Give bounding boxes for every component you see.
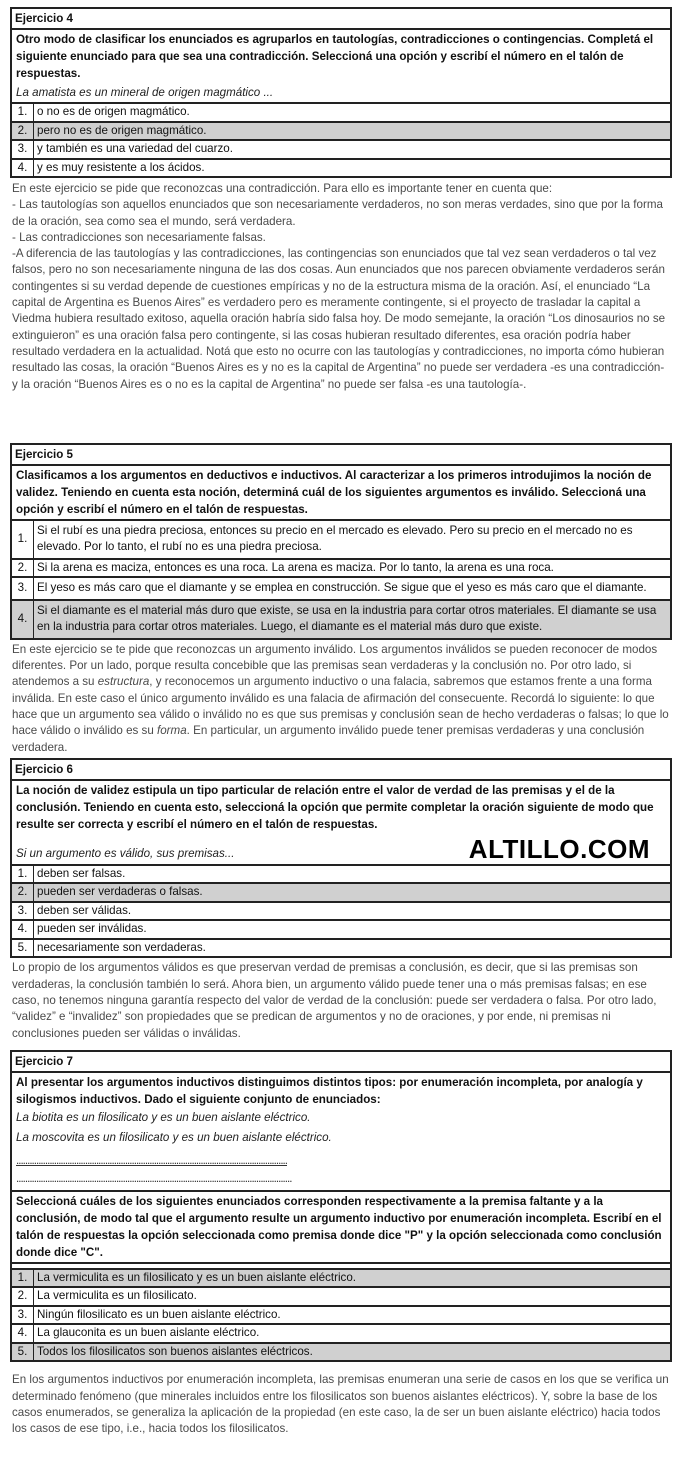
- option-1-selected[interactable]: [12, 1268, 670, 1289]
- option-number: 3.: [12, 903, 34, 920]
- explanation-emphasis: estructura: [97, 675, 150, 689]
- option-number: 1.: [12, 521, 34, 558]
- exercise-4-explanation: [12, 181, 672, 393]
- explanation-text: , y reconocemos un argumento inductivo o una falacia, sabremos que estamos frente a una forma inválida. En este caso el único argumento inválido es una falacia de afirmación del consecuente. Recordá lo siguiente: lo que hace que un argumento sea válido o inválido no es que sus premisas y conclusión sean de hecho verdaderas o falsas; lo que lo hace válido o inválido es su: [12, 675, 669, 738]
- option-number: 4.: [12, 921, 34, 938]
- option-1[interactable]: [12, 866, 670, 885]
- explanation-line: - Las contradicciones son necesariamente falsas.: [12, 230, 266, 244]
- exercise-stem: Si un argumento es válido, sus premisas...: [16, 846, 235, 860]
- missing-conclusion-blank: ............................................................................................................................: [16, 1171, 292, 1185]
- exercise-7: [10, 1050, 672, 1363]
- option-text: La vermiculita es un filosilicato y es un buen aislante eléctrico.: [37, 1270, 356, 1284]
- option-3[interactable]: [12, 1307, 670, 1326]
- option-number: 3.: [12, 578, 34, 599]
- option-number: 1.: [12, 866, 34, 883]
- exercise-title: Ejercicio 4: [12, 9, 670, 30]
- exercise-5-explanation: [12, 642, 672, 756]
- option-text: pero no es de origen magmático.: [37, 123, 207, 137]
- option-text: Si el rubí es una piedra preciosa, entonces su precio en el mercado es elevado. Pero su precio en el mercado no es elevado. Por lo tanto, el rubí no es una piedra preciosa.: [37, 523, 633, 554]
- option-number: 1.: [12, 104, 34, 121]
- option-text: Ningún filosilicato es un buen aislante eléctrico.: [37, 1307, 281, 1321]
- exercise-title: Ejercicio 6: [12, 760, 670, 781]
- option-text: Todos los filosilicatos son buenos aislantes eléctricos.: [37, 1344, 313, 1358]
- option-text: Si la arena es maciza, entonces es una roca. La arena es maciza. Por lo tanto, la arena es una roca.: [37, 560, 554, 574]
- exercise-prompt: Al presentar los argumentos inductivos distinguimos distintos tipos: por enumeración incompleta, por analogía y silogismos inductivos. Dado el siguiente conjunto de enunciados:: [16, 1075, 643, 1106]
- premise-2: La moscovita es un filosilicato y es un buen aislante eléctrico.: [16, 1130, 332, 1144]
- option-number: 3.: [12, 1307, 34, 1324]
- option-number: 4.: [12, 160, 34, 177]
- option-text: deben ser válidas.: [37, 903, 132, 917]
- option-4[interactable]: [12, 921, 670, 940]
- exercise-title: Ejercicio 5: [12, 445, 670, 466]
- exercise-stem: La amatista es un mineral de origen magmático ...: [12, 83, 670, 104]
- exercise-7-explanation: En los argumentos inductivos por enumeración incompleta, las premisas enumeran una serie de casos en los que se verifica un determinado fenómeno (que minerales incluidos entre los filosilicatos son buenos aislantes eléctricos). Y, sobre la base de los casos enumerados, se generaliza la aplicación de la propiedad (en este caso, la de ser un buen aislante eléctrico) hacia todos los casos de ese tipo, i.e., hacia todos los filosilicatos.: [12, 1373, 669, 1436]
- explanation-line: -A diferencia de las tautologías y las contradicciones, las contingencias son enunciados que tal vez sean verdaderos o tal vez falsos, pero no son necesariamente ninguna de las dos cosas. Aun enunciados que nos parecen obviamente verdaderos serán contingentes si su verdad depende de cuestiones empíricas y no de la estructura misma de la oración. Así, el enunciado “La capital de Argentina es Buenos Aires” es verdadero pero es meramente contingente, si el proyecto de trasladar la capital a Viedma hubiera resultado exitoso, aquella oración habría sido falsa hoy. De modo semejante, la oración “Los dinosaurios no se extinguieron” es una oración falsa pero contingente, si las cosas hubieran resultado diferentes, esa oración podría haber resultado verdadera en la actualidad. Notá que esto no ocurre con las tautologías y contradicciones, no importa cómo hubieran resultado las cosas, la oración “Buenos Aires es y no es la capital de Argentina” no puede ser verdadera -es una contradicción- y la oración “Buenos Aires es o no es la capital de Argentina” no puede ser falsa -es una tautología-.: [12, 247, 666, 391]
- explanation-text: En este ejercicio se te pide que reconozcas un argumento inválido. Los argumentos inválidos se pueden reconocer de modos diferentes. Por un lado, porque resulta concebible que las premisas sean verdaderas y la conclusión no. Por otro lado, si atendemos a su: [12, 642, 658, 689]
- option-number: 2.: [12, 884, 34, 901]
- option-5[interactable]: [12, 940, 670, 959]
- option-1[interactable]: [12, 521, 670, 560]
- missing-premise-blank: ..........................................................................................................................: [16, 1153, 287, 1167]
- option-text: deben ser falsas.: [37, 866, 126, 880]
- explanation-text: . En particular, un argumento inválido puede tener premisas verdaderas y una conclusión verdadera.: [12, 724, 645, 754]
- exercise-prompt-2: Seleccioná cuáles de los siguientes enunciados corresponden respectivamente a la premisa faltante y a la conclusión, de modo tal que el argumento resulte un argumento inductivo por enumeración incompleta. Escribí en el talón de respuestas la opción seleccionada como premisa donde dice "P" y la opción seleccionada como conclusión donde dice "C".: [12, 1190, 670, 1264]
- option-number: 2.: [12, 1288, 34, 1305]
- option-2-selected[interactable]: [12, 884, 670, 903]
- option-number: 2.: [12, 560, 34, 577]
- option-number: 4.: [12, 1325, 34, 1342]
- exercise-prompt: Otro modo de clasificar los enunciados es agruparlos en tautologías, contradicciones o contingencias. Completá el siguiente enunciado para que sea una contradicción. Seleccioná una opción y escribí el número en el talón de respuestas.: [16, 33, 654, 80]
- option-2-selected[interactable]: [12, 123, 670, 142]
- option-text: Si el diamante es el material más duro que existe, se usa en la industria para cortar otros materiales. El diamante se usa en la industria para cortar otros materiales. Luego, el diamante es el material más duro que existe.: [37, 603, 657, 634]
- exercise-6: [10, 758, 672, 959]
- exercise-prompt: La noción de validez estipula un tipo particular de relación entre el valor de verdad de las premisas y el de la conclusión. Teniendo en cuenta esto, seleccioná la opción que permite completar la oración siguiente de modo que resulte ser correcta y escribí el número en el talón de respuestas.: [16, 783, 654, 831]
- option-text: y es muy resistente a los ácidos.: [37, 160, 205, 174]
- option-4[interactable]: [12, 1325, 670, 1344]
- option-text: El yeso es más caro que el diamante y se emplea en construcción. Se sigue que el yeso es más caro que el diamante.: [37, 581, 647, 595]
- option-2[interactable]: [12, 1288, 670, 1307]
- option-4[interactable]: [12, 160, 670, 179]
- option-text: y también es una variedad del cuarzo.: [37, 142, 233, 155]
- altillo-watermark: ALTILLO.COM: [468, 833, 650, 864]
- option-text: La vermiculita es un filosilicato.: [37, 1289, 197, 1303]
- exercise-4: [10, 7, 672, 178]
- exercise-prompt: Clasificamos a los argumentos en deductivos e inductivos. Al caracterizar a los primeros introdujimos la noción de validez. Teniendo en cuenta esta noción, determiná cuál de los siguientes argumentos es inválido. Seleccioná una opción y escribí el número en el talón de respuestas.: [12, 466, 670, 521]
- option-5-selected[interactable]: [12, 1344, 670, 1363]
- exercise-premises-block: [12, 1073, 670, 1190]
- option-number: 5.: [12, 1344, 34, 1361]
- option-2[interactable]: [12, 560, 670, 579]
- option-text: La glauconita es un buen aislante eléctrico.: [37, 1326, 260, 1340]
- option-number: 5.: [12, 940, 34, 957]
- exercise-6-explanation: Lo propio de los argumentos válidos es que preservan verdad de premisas a conclusión, es decir, que si las premisas son verdaderas, la conclusión también lo será. Ahora bien, un argumento válido puede tener una o más premisas falsas; en ese caso, no tenemos ninguna garantía respecto del valor de verdad de la conclusión: puede ser verdadera o falsa. Por otro lado, “validez” e “invalidez” son propiedades que se predican de argumentos y no de oraciones, y por ende, ni premisas ni conclusiones pueden ser válidas o inválidas.: [12, 961, 657, 1040]
- explanation-emphasis: forma: [157, 724, 187, 738]
- option-number: 1.: [12, 1270, 34, 1287]
- option-3[interactable]: [12, 141, 670, 160]
- option-3[interactable]: [12, 903, 670, 922]
- option-number: 2.: [12, 123, 34, 140]
- explanation-line: En este ejercicio se pide que reconozcas una contradicción. Para ello es importante tener en cuenta que:: [12, 182, 553, 195]
- option-text: pueden ser inválidas.: [37, 922, 147, 936]
- explanation-line: - Las tautologías son aquellos enunciados que son necesariamente verdaderos, no son meras verdades, sino que por la forma de la oración, sea como sea el mundo, será verdadera.: [12, 198, 663, 228]
- option-1[interactable]: [12, 104, 670, 123]
- option-number: 4.: [12, 601, 34, 638]
- option-3[interactable]: [12, 578, 670, 601]
- option-text: pueden ser verdaderas o falsas.: [37, 885, 203, 899]
- option-4-selected[interactable]: [12, 601, 670, 640]
- option-text: o no es de origen magmático.: [37, 105, 190, 118]
- option-number: 3.: [12, 141, 34, 158]
- exercise-stem-row: [12, 834, 670, 866]
- premise-1: La biotita es un filosilicato y es un buen aislante eléctrico.: [16, 1110, 311, 1124]
- exercise-title: Ejercicio 7: [12, 1052, 670, 1073]
- exercise-5: [10, 443, 672, 640]
- option-text: necesariamente son verdaderas.: [37, 940, 206, 954]
